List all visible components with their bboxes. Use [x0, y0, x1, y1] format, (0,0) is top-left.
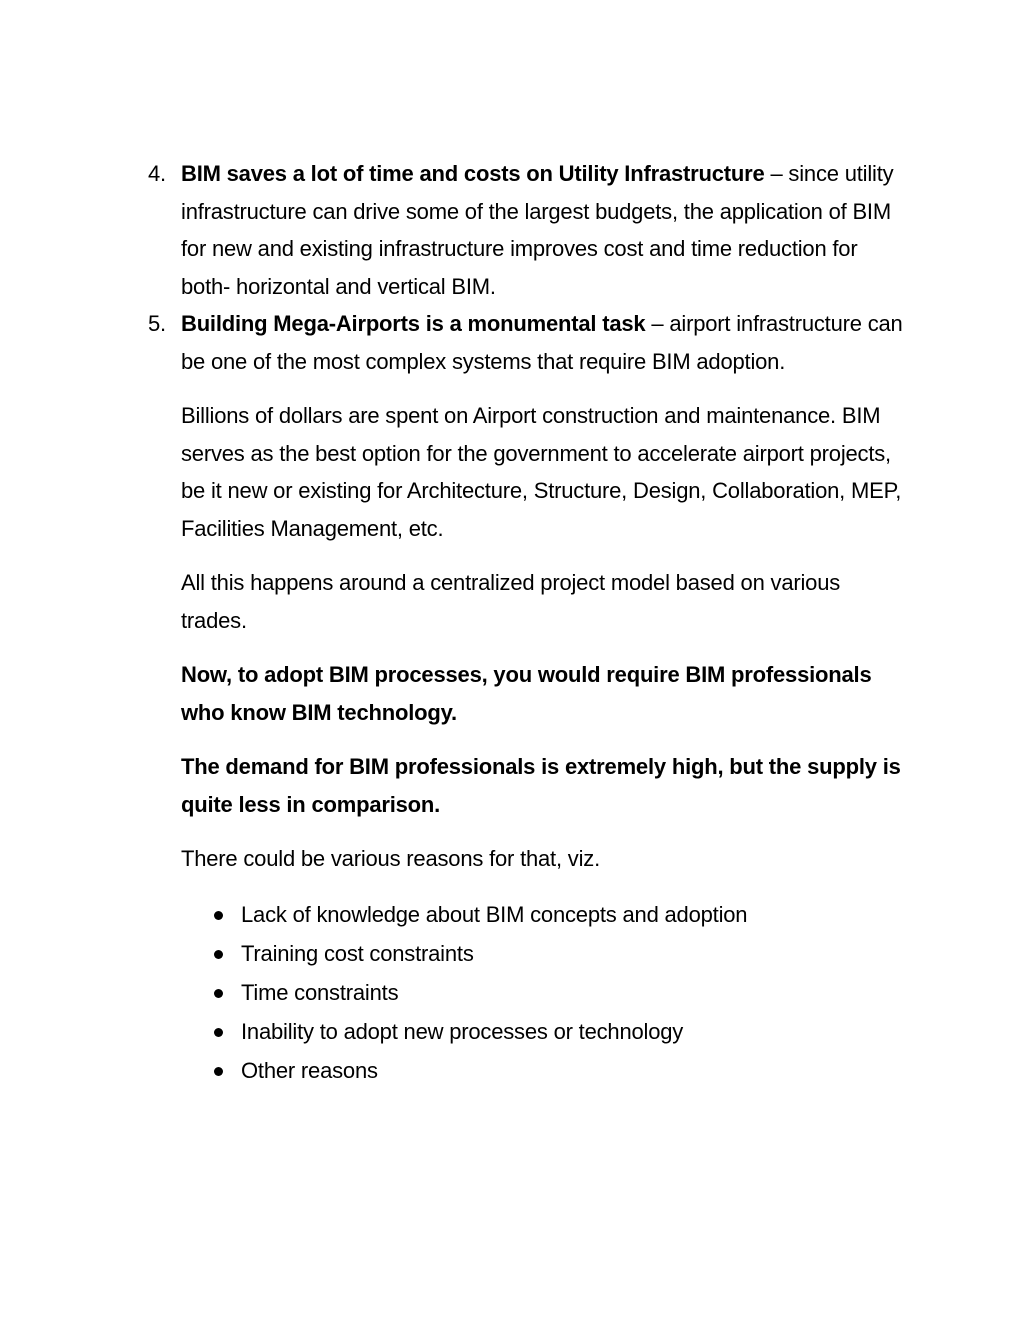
bullet-icon — [214, 911, 223, 920]
item-heading: BIM saves a lot of time and costs on Utility Infrastructure — [181, 161, 765, 186]
list-item-text: Inability to adopt new processes or technology — [241, 1018, 684, 1044]
item-dash: – — [645, 311, 670, 336]
item-number: 4. — [148, 161, 166, 186]
bullet-icon — [214, 1067, 223, 1076]
item-number: 5. — [148, 311, 166, 336]
bullet-icon — [214, 989, 223, 998]
numbered-item-5 — [148, 305, 911, 380]
bullet-icon — [214, 1028, 223, 1037]
document-body — [148, 155, 911, 1090]
paragraph-demand: The demand for BIM professionals is extremely high, but the supply is quite less in comparison. — [181, 754, 901, 817]
paragraph-adopt-bim: Now, to adopt BIM processes, you would require BIM professionals who know BIM technology. — [181, 662, 872, 725]
list-item-text: Lack of knowledge about BIM concepts and adoption — [241, 901, 748, 927]
list-item — [181, 895, 911, 934]
list-item — [181, 934, 911, 973]
list-item — [181, 973, 911, 1012]
list-item-text: Training cost constraints — [241, 940, 474, 966]
bullet-icon — [214, 950, 223, 959]
item-heading: Building Mega-Airports is a monumental task — [181, 311, 646, 336]
paragraph-airport-spending: Billions of dollars are spent on Airport construction and maintenance. BIM serves as the best option for the government to accelerate airport projects, be it new or existing for Architecture, Structure, Design, Collaboration, MEP, Facilities Management, etc. — [181, 403, 902, 541]
paragraph-centralized-model: All this happens around a centralized project model based on various trades. — [181, 570, 841, 633]
list-item — [181, 1051, 911, 1090]
list-item — [181, 1012, 911, 1051]
list-item-text: Other reasons — [241, 1057, 378, 1083]
item-text: airport infrastructure can be one of the most complex systems that require BIM adoption. — [181, 311, 903, 374]
list-item-text: Time constraints — [241, 979, 399, 1005]
item-dash: – — [764, 161, 789, 186]
reasons-list — [181, 895, 911, 1090]
numbered-item-4 — [148, 155, 911, 305]
paragraph-reasons-intro: There could be various reasons for that, viz. — [181, 846, 600, 871]
item-text: since utility infrastructure can drive some of the largest budgets, the application of BIM for new and existing infrastructure improves cost and time reduction for both- horizontal and vertical BIM. — [181, 161, 894, 299]
